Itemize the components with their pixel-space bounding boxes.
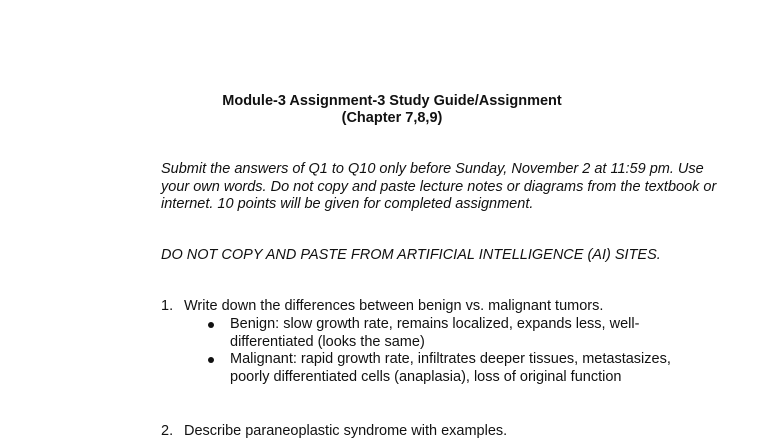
- ai-warning-paragraph: DO NOT COPY AND PASTE FROM ARTIFICIAL INTELLIGENCE (AI) SITES.: [161, 247, 661, 263]
- answer-text: Benign: slow growth rate, remains localized, expands less, well-differentiated (looks the same): [230, 316, 640, 350]
- answer-text: Malignant: rapid growth rate, infiltrates deeper tissues, metastasizes, poorly differentiated cells (anaplasia), loss of original function: [230, 351, 671, 385]
- title-line-2: (Chapter 7,8,9): [341, 110, 443, 126]
- question-2: [161, 423, 761, 441]
- question-1-answer-list: [208, 316, 708, 386]
- question-number: 1.: [161, 298, 174, 314]
- title-line-1: Module-3 Assignment-3 Study Guide/Assignment: [222, 93, 562, 109]
- question-number: 2.: [161, 423, 174, 439]
- question-text: Write down the differences between benign vs. malignant tumors.: [184, 298, 604, 314]
- question-1: [161, 298, 761, 316]
- bullet-icon: [208, 357, 214, 363]
- question-text: Describe paraneoplastic syndrome with examples.: [184, 423, 508, 439]
- page-title: [0, 93, 784, 127]
- instructions-paragraph: Submit the answers of Q1 to Q10 only before Sunday, November 2 at 11:59 pm. Use your own words. Do not copy and paste lecture notes or diagrams from the textbook or internet. 10 points will be given for completed assignment.: [161, 161, 717, 212]
- list-item: [208, 316, 708, 351]
- list-item: [208, 351, 708, 386]
- bullet-icon: [208, 322, 214, 328]
